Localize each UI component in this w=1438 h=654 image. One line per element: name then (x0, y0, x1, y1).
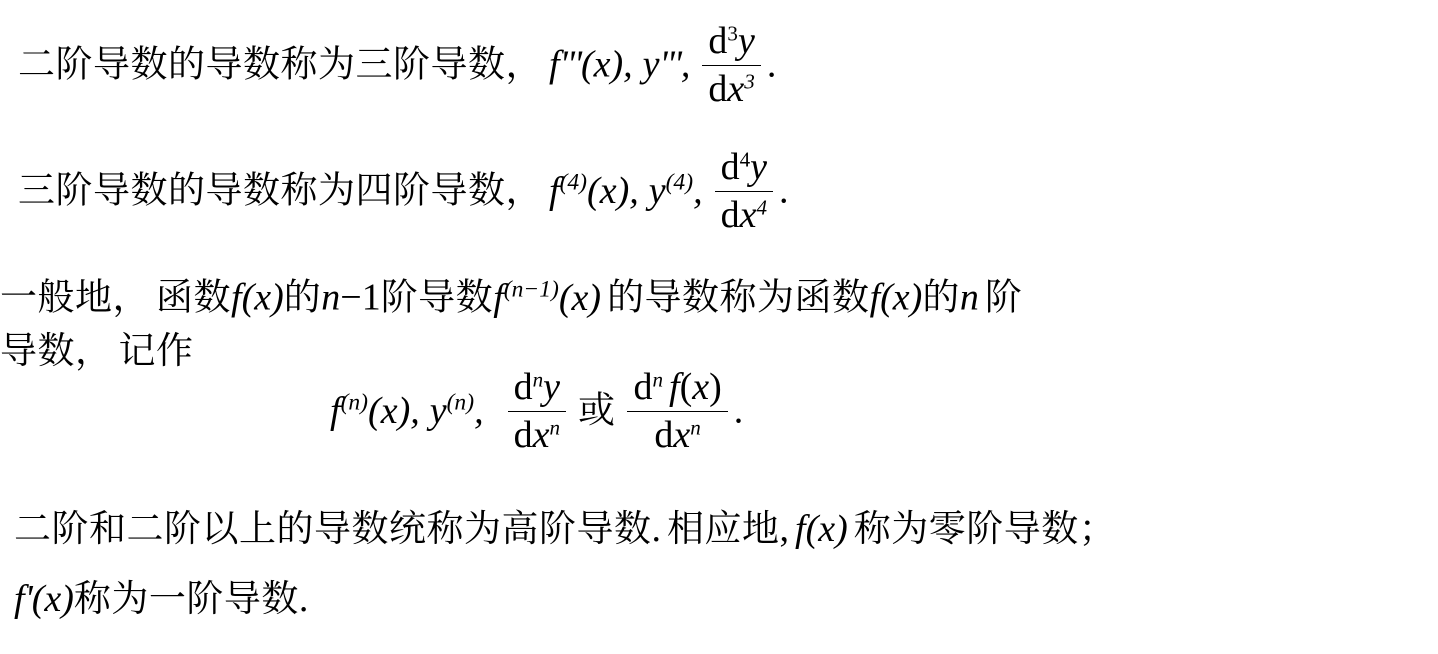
math-f-sup-n-of-x: $f^{(n)}(x)$, (330, 388, 420, 432)
text-called-first-order: 称为一阶导数 (73, 577, 299, 620)
text-generally: 一般地， (0, 275, 150, 319)
display-math-nth-derivative (330, 368, 743, 460)
math-f-of-x-2: f(x) (869, 276, 923, 319)
text-function-word-1: 函数 (156, 275, 231, 319)
period-2: . (778, 169, 789, 212)
text-derivative-comma: 导数， (0, 329, 113, 372)
paragraph-first-order-note (14, 578, 308, 622)
period-3: . (733, 389, 744, 432)
paragraph-higher-order-note (14, 508, 1116, 552)
period-1: . (766, 43, 777, 86)
math-fraction-dny-dxn: $\frac{d^ny}{dx^n}$ (508, 366, 566, 458)
math-f-triple-prime: f'''(x), (549, 43, 633, 86)
text-third-derivative-lead: 二阶导数的导数称为三阶导数， (18, 42, 543, 86)
math-y-triple-prime: y''', (642, 43, 691, 86)
text-de-2: 的 (922, 275, 960, 319)
text-or-conjunction: 或 (577, 388, 616, 432)
math-f-of-x-1: f(x) (231, 276, 284, 319)
math-y-sup4: $y^{(4)}$, (648, 168, 703, 212)
text-derivative-of-function: 的导数称为函数 (607, 275, 870, 319)
text-correspondingly: 相应地 (667, 507, 780, 550)
paragraph-fourth-derivative (18, 148, 788, 240)
text-fourth-derivative-lead: 三阶导数的导数称为四阶导数， (18, 168, 543, 212)
semicolon-1: ； (1078, 507, 1117, 550)
period-4: . (651, 508, 661, 550)
math-f-prime-of-x: f'(x) (14, 578, 74, 620)
math-f-sup-n-minus-1: $f^{(n-1)}(x)$ (493, 276, 602, 319)
math-f-sup4: $f^{(4)}(x)$, (549, 168, 639, 212)
text-called-zeroth-order: 称为零阶导数 (853, 507, 1079, 550)
math-fraction-d3y-dx3: $\frac{d^3y}{dx^3}$ (702, 20, 760, 112)
math-y-sup-n: $y^{(n)}$, (429, 388, 484, 432)
math-fraction-dnfx-dxn: $\frac{d^n f(x)}{dx^n}$ (627, 366, 727, 458)
math-n-minus-1: n−1 (321, 276, 381, 319)
text-denoted-as: 记作 (118, 329, 194, 372)
math-n-symbol: n (959, 276, 979, 319)
text-de-1: 的 (283, 275, 322, 319)
period-5: . (298, 578, 309, 620)
math-f-of-x-3: f(x) (795, 508, 848, 550)
text-higher-order-derivatives: 二阶和二阶以上的导数统称为高阶导数 (14, 507, 652, 550)
paragraph-general-definition-line2 (0, 330, 194, 374)
text-order-derivative-1: 阶导数 (380, 275, 494, 319)
paragraph-third-derivative (18, 22, 776, 114)
text-order-1: 阶 (984, 275, 1023, 319)
comma-1: , (779, 508, 789, 550)
math-fraction-d4y-dx4: $\frac{d^4y}{dx^4}$ (715, 146, 773, 238)
paragraph-general-definition-line1 (0, 276, 1022, 320)
